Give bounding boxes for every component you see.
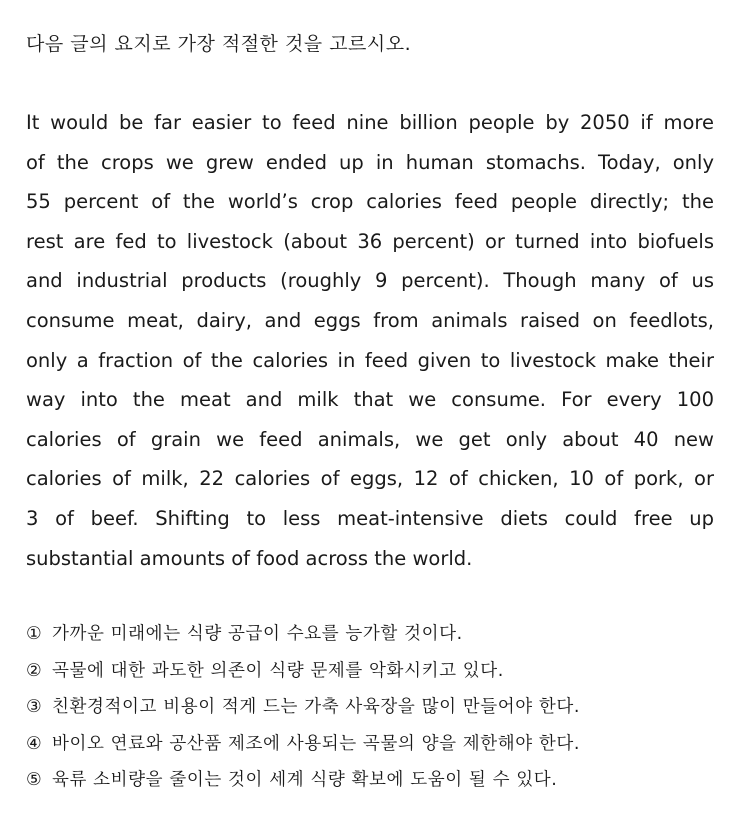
reading-passage [26, 103, 714, 578]
passage-line: and industrial products (roughly 9 percent). Though many of us [26, 269, 714, 293]
choice-4[interactable] [26, 726, 726, 763]
passage-line: 3 of beef. Shifting to less meat-intensive diets could free up [26, 506, 714, 530]
passage-line: of the crops we grew ended up in human stomachs. Today, only [26, 150, 714, 174]
choice-text: 육류 소비량을 줄이는 것이 세계 식량 확보에 도움이 될 수 있다. [52, 770, 558, 790]
choice-number: ④ [26, 733, 43, 754]
passage-line: 55 percent of the world’s crop calories feed people directly; the [26, 190, 714, 214]
passage-line: calories of grain we feed animals, we get only about 40 new [26, 427, 714, 451]
choice-text: 바이오 연료와 공산품 제조에 사용되는 곡물의 양을 제한해야 한다. [52, 733, 581, 754]
choice-number: ② [26, 660, 43, 681]
choice-number: ③ [26, 697, 43, 717]
choice-2[interactable] [26, 653, 726, 690]
choice-3[interactable] [26, 689, 726, 726]
passage-line: only a fraction of the calories in feed given to livestock make their [26, 348, 714, 372]
choice-number: ① [26, 624, 43, 644]
question-prompt: 다음 글의 요지로 가장 적절한 것을 고르시오. [26, 33, 412, 55]
choice-number: ⑤ [26, 770, 43, 790]
choice-text: 친환경적이고 비용이 적게 드는 가축 사육장을 많이 만들어야 한다. [52, 697, 581, 717]
passage-line: It would be far easier to feed nine billion people by 2050 if more [26, 111, 714, 134]
choice-text: 가까운 미래에는 식량 공급이 수요를 능가할 것이다. [52, 624, 463, 644]
passage-line: way into the meat and milk that we consume. For every 100 [26, 388, 714, 412]
passage-line: substantial amounts of food across the world. [26, 546, 473, 570]
choice-text: 곡물에 대한 과도한 의존이 식량 문제를 악화시키고 있다. [52, 660, 504, 681]
passage-line: rest are fed to livestock (about 36 percent) or turned into biofuels [26, 229, 714, 253]
answer-choices [26, 616, 726, 799]
passage-line: calories of milk, 22 calories of eggs, 12 of chicken, 10 of pork, or [26, 467, 714, 491]
choice-1[interactable] [26, 616, 726, 653]
choice-5[interactable] [26, 762, 726, 799]
passage-line: consume meat, dairy, and eggs from animals raised on feedlots, [26, 308, 714, 332]
